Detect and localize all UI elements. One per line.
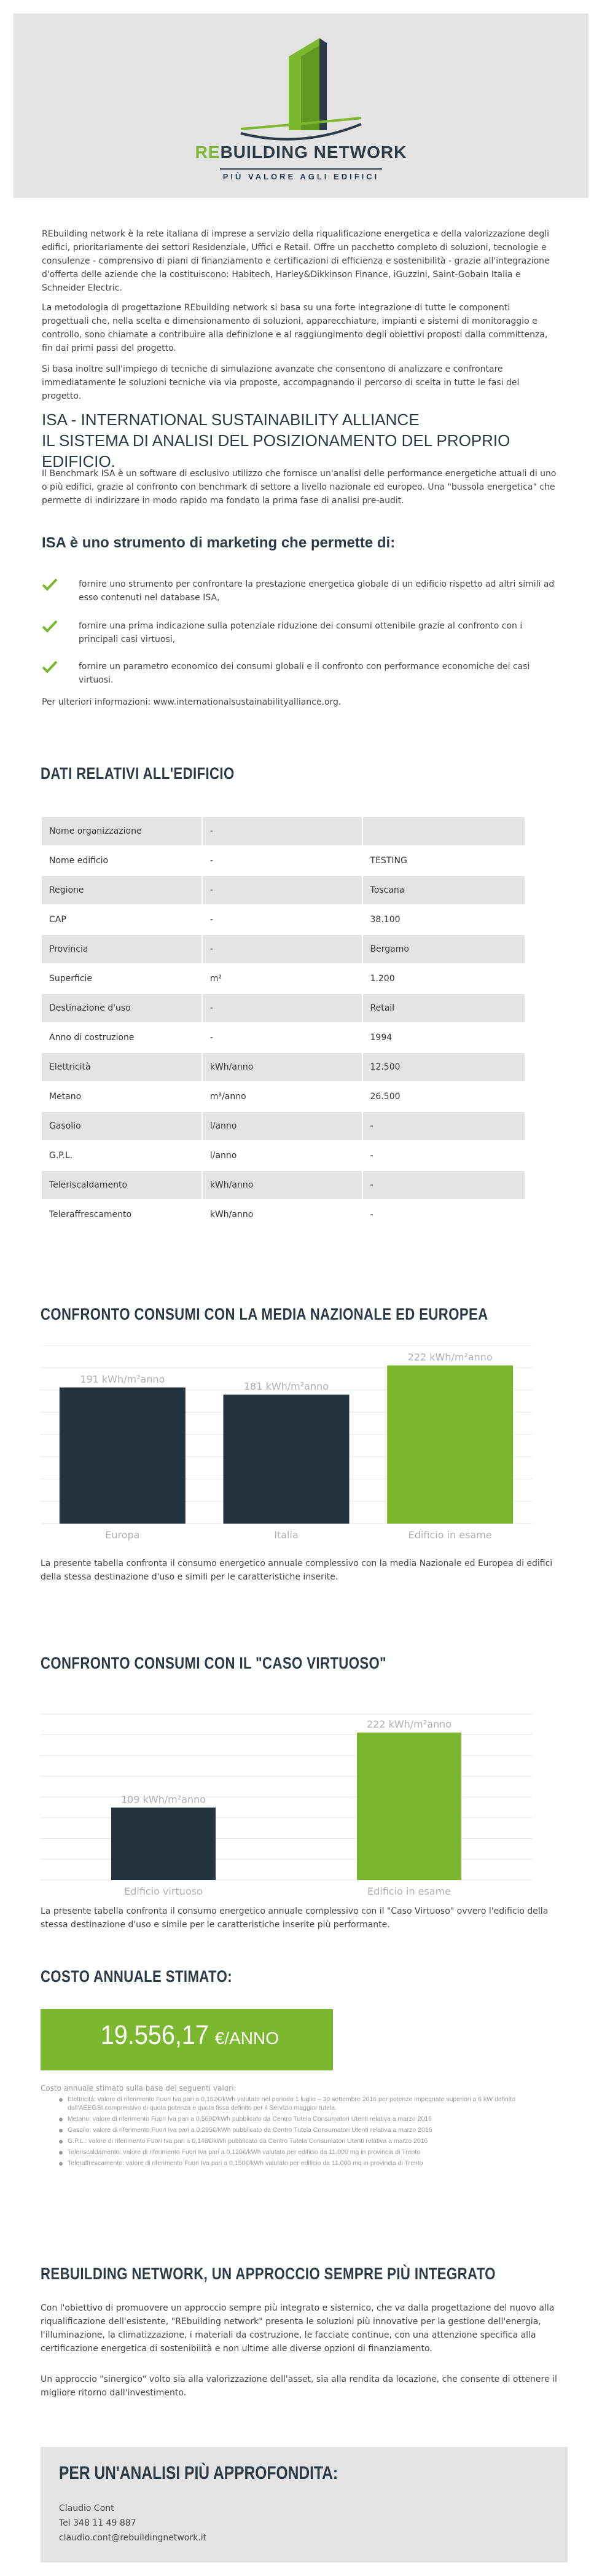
isa-title-line-2: IL SISTEMA DI ANALISI DEL POSIZIONAMENTO DEL PROPRIO EDIFICIO. (42, 431, 510, 471)
table-cell: m³/anno (209, 1092, 246, 1102)
table-row (42, 994, 525, 1022)
table-cell: Gasolio (42, 1112, 201, 1140)
intro-paragraph-3: Si basa inoltre sull'impiego di tecniche di simulazione avanzate che consentono di analizzare e confrontare immediatamente le soluzioni tecniche via via proposte, accompagnando il percorso di scelta in tutte le fasi del progetto. (42, 364, 520, 401)
table-cell: - (363, 1112, 525, 1140)
table-cell: Regione (42, 876, 201, 904)
cost-bullets (59, 2095, 550, 2170)
category-label: Edificio virtuoso (124, 1885, 203, 1897)
table-row (42, 1053, 525, 1081)
table-row (42, 1141, 525, 1170)
table-cell: l/anno (209, 1151, 237, 1161)
list-item: Elettricità: valore di riferimento Fuori Iva pari a 0,162€/kWh valutato nel periodo 1 luglio – 30 settembre 2016 per potenze impegnate superiori a 6 kW definito dall'AEEGSI comprensivo di quota potenza e quota fissa definito per il Servizio maggior tutela. (59, 2095, 550, 2112)
cost-title: COSTO ANNUALE STIMATO: (41, 1967, 233, 1986)
table-cell: - (370, 1151, 373, 1161)
table-row (42, 817, 525, 845)
category-label: Edificio in esame (408, 1529, 492, 1541)
isa-paragraph: Il Benchmark ISA è un software di esclusivo utilizzo che fornisce un'analisi delle performance energetiche attuali di uno o più edifici, grazie al confronto con benchmark di settore a livello nazionale ed europeo. Una "bussola energetica" che permette di indirizzare in modo rapido ma fondato la prima fase di analisi pre-audit. (42, 469, 557, 506)
table-row (42, 1024, 525, 1052)
table-row (42, 965, 525, 993)
chart-bar (60, 1387, 186, 1524)
table-row (42, 876, 525, 904)
logo-name: REBUILDING NETWORK (195, 143, 407, 162)
bar-value-label: 109 kWh/m²anno (120, 1793, 206, 1806)
table-cell: Anno di costruzione (49, 1033, 135, 1043)
contact-phone: Tel 348 11 49 887 (59, 2518, 136, 2528)
table-cell: kWh/anno (209, 1210, 254, 1219)
table-cell (363, 817, 525, 845)
table-cell: - (209, 915, 213, 925)
chart-bar (111, 1807, 216, 1880)
table-cell: - (209, 1033, 213, 1043)
contact-name: Claudio Cont (59, 2504, 114, 2513)
intro-paragraph-2: La metodologia di progettazione REbuilding network si basa su una forte integrazione di tutte le componenti progettuali che, nella scelta e dimensionamento di soluzioni, apparecchiature, impianti e sistemi di monitoraggio e controllo, sono chiamate a contribuire alla definizione e al raggiungimento degli obiettivi proposti dalla committenza, fin dai primi passi del progetto. (42, 303, 548, 353)
table-cell: kWh/anno (203, 1171, 362, 1199)
table-cell: - (203, 817, 362, 845)
building-data-table (41, 816, 526, 1230)
table-cell: 26.500 (370, 1092, 401, 1102)
check-icon (42, 577, 58, 591)
table-cell: 1994 (370, 1033, 393, 1043)
chart-1-note: La presente tabella confronta il consumo energetico annuale complessivo con la media Nazionale ed Europea di edifici della stessa destinazione d'uso e simili per le caratteristiche inserite. (41, 1559, 553, 1582)
table-cell: - (203, 994, 362, 1022)
cost-box (41, 2009, 333, 2070)
chart-bar (224, 1395, 350, 1524)
header (14, 14, 588, 198)
chart-bar (387, 1365, 513, 1524)
cost-intro: Costo annuale stimato sulla base dei seguenti valori: (41, 2084, 237, 2093)
contact-box (41, 2447, 568, 2562)
approach-paragraph-2: Un approccio "sinergico" volto sia alla valorizzazione dell'asset, sia alla rendita da locazione, che consente di ottenere il migliore ritorno dall'investimento. (41, 2374, 557, 2398)
table-row (42, 1171, 525, 1199)
table-row (42, 1112, 525, 1140)
check-icon (42, 660, 58, 673)
list-item: Metano: valore di riferimento Fuori Iva pari a 0,569€/kWh pubblicato da Centro Tutela Consumatori Utenti relativa a marzo 2016 (59, 2115, 550, 2123)
bar-value-label: 222 kWh/m²anno (407, 1351, 493, 1363)
table-cell: 12.500 (363, 1053, 525, 1081)
list-item: Gasolio: valore di riferimento Fuori Iva pari a 0,295€/kWh pubblicato da Centro Tutela Consumatori Utenti relativa a marzo 2016 (59, 2126, 550, 2134)
bar-value-label: 222 kWh/m²anno (366, 1718, 452, 1731)
table-row (42, 1200, 525, 1229)
category-label: Italia (274, 1529, 299, 1541)
cost-value: 19.556,17 €/ANNO (100, 2020, 279, 2050)
approach-paragraph-1: Con l'obiettivo di promuovere un approccio sempre più integrato e sistemico, che va dalla progettazione del nuovo alla riqualificazione dell'esistente, "REbuilding network" presenta le soluzioni più innovative per la gestione dell'energia, l'illuminazione, la climatizzazione, i materiali da costruzione, le facciate continue, con una attenzione specifica alla certificazione energetica di sostenibilità e non ultime alle diverse opzioni di finanziamento. (41, 2303, 555, 2354)
table-row (42, 935, 525, 963)
table-cell: Superficie (49, 974, 93, 984)
list-item: Teleriscaldamento: valore di riferimento Fuori Iva pari a 0,120€/kWh valutato per edificio da 11.000 mq in provincia di Trento (59, 2148, 550, 2156)
building-logo-icon (216, 32, 386, 143)
building-data-title: DATI RELATIVI ALL'EDIFICIO (41, 764, 235, 783)
table-row (42, 847, 525, 875)
table-cell: - (203, 935, 362, 963)
table-cell: Metano (49, 1092, 82, 1102)
logo-divider (220, 168, 382, 170)
intro-paragraph-1: REbuilding network è la rete italiana di imprese a servizio della riqualificazione energetica e della valorizzazione degli edifici, prioritariamente dei settori Residenziale, Uffici e Retail. Offre un pacchetto completo di soluzioni, tecnologie e consulenze - comprensivo di piani di finanziamento e certificazioni di efficienza e sostenibilità - grazie all'integrazione d'offerta delle aziende che la costituiscono: Habitech, Harley&Dikkinson Finance, iGuzzini, Saint-Gobain Italia e Schneider Electric. (42, 229, 550, 293)
table-cell: Provincia (42, 935, 201, 963)
table-cell: Destinazione d'uso (42, 994, 201, 1022)
chart-2-note: La presente tabella confronta il consumo energetico annuale complessivo con il "Caso Virtuoso" ovvero l'edificio della stessa destinazione d'uso e simile per le caratteristiche inserite più performante. (41, 1906, 549, 1930)
chart-2-title: CONFRONTO CONSUMI CON IL "CASO VIRTUOSO" (41, 1654, 387, 1672)
isa-marketing-title: ISA è uno strumento di marketing che permette di: (42, 534, 396, 551)
table-cell: Retail (363, 994, 525, 1022)
chart-national-european (41, 1345, 532, 1542)
table-cell: CAP (49, 915, 66, 925)
isa-more-info: Per ulteriori informazioni: www.internationalsustainabilityalliance.org. (42, 697, 342, 707)
category-label: Edificio in esame (367, 1885, 451, 1897)
table-row (42, 906, 525, 934)
list-item: G.P.L.: valore di riferimento Fuori Iva pari a 0,148€/kWh pubblicato da Centro Tutela Consumatori Utenti relativa a marzo 2016 (59, 2137, 550, 2145)
logo-tagline: PIÙ VALORE AGLI EDIFICI (222, 172, 380, 181)
category-label: Europa (105, 1529, 140, 1541)
bar-value-label: 181 kWh/m²anno (243, 1380, 329, 1393)
check-icon (42, 619, 58, 633)
table-cell: Teleraffrescamento (49, 1210, 132, 1219)
table-cell: l/anno (203, 1112, 362, 1140)
contact-email[interactable]: claudio.cont@rebuildingnetwork.it (59, 2533, 207, 2543)
table-row (42, 1082, 525, 1111)
bar-value-label: 191 kWh/m²anno (80, 1373, 165, 1385)
table-cell: Teleriscaldamento (42, 1171, 201, 1199)
table-cell: 38.100 (370, 915, 401, 925)
isa-title-line-1: ISA - INTERNATIONAL SUSTAINABILITY ALLIANCE (42, 410, 420, 429)
chart-1-title: CONFRONTO CONSUMI CON LA MEDIA NAZIONALE ED EUROPEA (41, 1305, 488, 1323)
page: REBUILDING NETWORK PIÙ VALORE AGLI EDIFICI REbuilding network è la rete italiana di imprese a servizio della riqualificazione energetica e della valorizzazione degli edifici, prioritariamente dei settori Residenziale, Uffici e Retail. Offre un pacchetto completo di soluzioni, tecnologie e consulenze - comprensivo di piani di finanziamento e certificazioni di efficienza e sostenibilità - grazie all'integrazione d'offerta delle aziende che la costituiscono: Habitech, Harley&Dikkinson Finance, iGuzzini, Saint-Gobain Italia e Schneider Electric. La metodologia di progettazione REbuilding network si basa su una forte integrazione di tutte le componenti progettuali che, nella scelta e dimensionamento di soluzioni, apparecchiature, impianti e sistemi di monitoraggio e controllo, sono chiamate a contribuire alla definizione e al raggiungimento degli obiettivi proposti dalla committenza, fin dai primi passi del progetto. Si basa inoltre sull'impiego di tecniche di simulazione avanzate che consentono di analizzare e confrontare immediatamente le soluzioni tecniche via via proposte, accompagnando il percorso di scelta in tutte le fasi del progetto. ISA - INTERNATIONAL SUSTAINABILITY ALLIANCE IL SISTEMA DI ANALISI DEL POSIZIONAMENTO DEL PROPRIO EDIFICIO. Il Benchmark ISA è un software di esclusivo utilizzo che fornisce un'analisi delle performance energetiche attuali di uno o più edifici, grazie al confronto con benchmark di settore a livello nazionale ed europeo. Una "bussola energetica" che permette di indirizzare in modo rapido ma fondato la prima fase di analisi pre-audit. ISA è uno strumento di marketing che permette di: fornire uno strumento per confrontare la prestazione energetica globale di un edificio rispetto ad altri simili ad esso contenuti nel database ISA, fornire una prima indicazione sulla potenziale riduzione dei consumi ottenibile grazie al confronto con i principali casi virtuosi, fornire un parametro economico dei consumi globali e il confronto con performance economiche dei casi virtuosi. Per ulteriori informazioni: www.internationalsustainabilityalliance.org. DATI RELATIVI ALL'EDIFICIO Nome organizzazione - Nome edificio - TESTING Regione - Toscana CAP - 38.100 Provincia - Bergamo Superficie m² 1.200 Destinazione d'uso - Retail Anno di costruzione - 1994 Elettricità kWh/anno 12.500 Metano m³/anno 26.500 Gasolio l/anno - G.P.L. l/anno - Teleriscaldamento kWh/anno - Teleraffrescamento kWh/anno - CONFRONTO CONSUMI CON LA MEDIA NAZIONALE ED EUROPEA 191 kWh/m²anno Europa 181 kWh/m²anno Italia 222 kWh/m²anno Edificio in esame La presente tabella confronta il consumo energetico annuale complessivo con la media Nazionale ed Europea di edifici della stessa destinazione d'uso e simili per le caratteristiche inserite. CONFRONTO CONSUMI CON IL "CASO VIRTUOSO" 109 kWh/m²anno Edificio virtuoso 222 kWh/m²anno Edificio in esame La presente tabella confronta il consumo energetico annuale complessivo con il "Caso Virtuoso" ovvero l'edificio della stessa destinazione d'uso e simile per le caratteristiche inserite più performante. COSTO ANNUALE STIMATO: 19.556,17 €/ANNO Costo annuale stimato sulla base dei seguenti valori: Elettricità: valore di riferimento Fuori Iva pari a 0,162€/kWh valutato nel periodo 1 luglio – 30 settembre 2016 per potenze impegnate superiori a 6 kW definito dall'AEEGSI comprensivo di quota potenza e quota fissa definito per il Servizio maggior tutela. Metano: valore di riferimento Fuori Iva pari a 0,569€/kWh pubblicato da Centro Tutela Consumatori Utenti relativa a marzo 2016 Gasolio: valore di riferimento Fuori Iva pari a 0,295€/kWh pubblicato da Centro Tutela Consumatori Utenti relativa a marzo 2016 G.P.L.: valore di riferimento Fuori Iva pari a 0,148€/kWh pubblicato da Centro Tutela Consumatori Utenti relativa a marzo 2016 Teleriscaldamento: valore di riferimento Fuori Iva pari a 0,120€/kWh valutato per edificio da 11.000 mq in provincia di Trento Teleraffrescamento: valore di riferimento Fuori Iva pari a 0,150€/kWh valutato per edificio da 11.000 mq in provincia di Trento REBUILDING NETWORK, UN APPROCCIO SEMPRE PIÙ INTEGRATO Con l'obiettivo di promuovere un approccio sempre più integrato e sistemico, che va dalla progettazione del nuovo alla riqualificazione dell'esistente, "REbuilding network" presenta le soluzioni più innovative per la gestione dell'energia, l'illuminazione, la climatizzazione, i materiali da costruzione, le facciate continue, con una attenzione specifica alla certificazione energetica di sostenibilità e non ultime alle diverse opzioni di finanziamento. Un approccio "sinergico" volto sia alla valorizzazione dell'asset, sia alla rendita da locazione, che consente di ottenere il migliore ritorno dall'investimento. PER UN'ANALISI PIÙ APPROFONDITA: Claudio Cont Tel 348 11 49 887 claudio.cont@rebuildingnetwork.it (0, 0, 602, 2576)
table-cell: Nome organizzazione (42, 817, 201, 845)
approach-title: REBUILDING NETWORK, UN APPROCCIO SEMPRE PIÙ INTEGRATO (41, 2265, 496, 2283)
table-cell: - (209, 856, 213, 866)
table-cell: Toscana (363, 876, 525, 904)
table-cell: Bergamo (363, 935, 525, 963)
table-cell: - (370, 1210, 373, 1219)
table-cell: G.P.L. (49, 1151, 73, 1161)
table-cell: TESTING (370, 856, 407, 866)
chart-virtuous-case (41, 1702, 532, 1898)
table-cell: kWh/anno (203, 1053, 362, 1081)
table-cell: - (203, 876, 362, 904)
table-cell: - (363, 1171, 525, 1199)
contact-title: PER UN'ANALISI PIÙ APPROFONDITA: (59, 2463, 338, 2483)
table-cell: Elettricità (42, 1053, 201, 1081)
table-cell: m² (209, 974, 222, 984)
chart-bar (357, 1732, 461, 1880)
table-cell: 1.200 (370, 974, 395, 984)
table-cell: Nome edificio (49, 856, 109, 866)
list-item: Teleraffrescamento: valore di riferimento Fuori Iva pari a 0,150€/kWh valutato per edificio da 11.000 mq in provincia di Trento (59, 2159, 550, 2167)
